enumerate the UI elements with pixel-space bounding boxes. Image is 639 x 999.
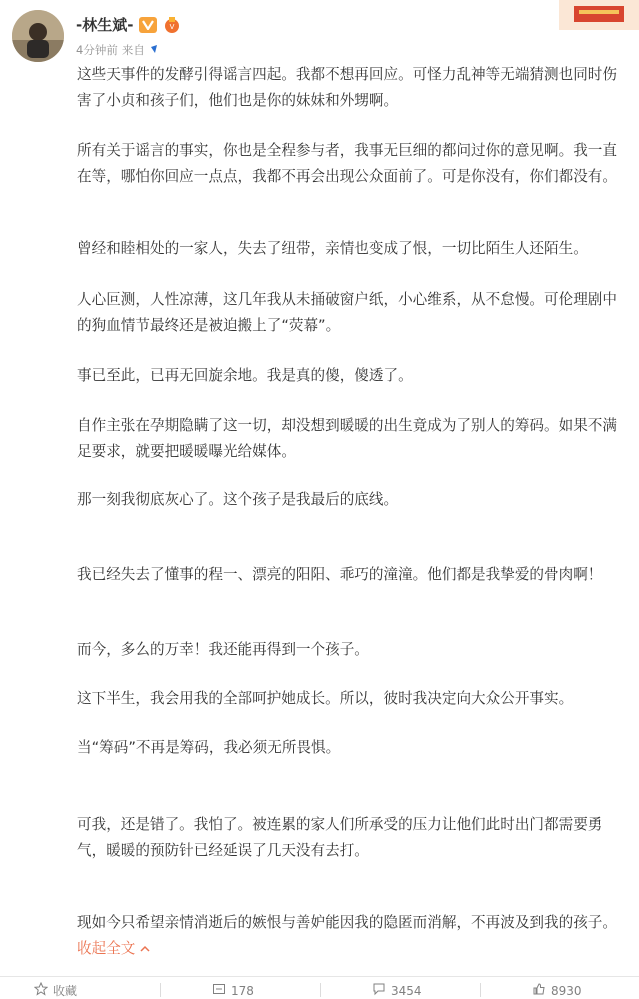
post-paragraph: 现如今只希望亲情消逝后的嫉恨与善妒能因我的隐匿而消解，不再波及到我的孩子。 <box>77 914 617 931</box>
verified-v-icon <box>139 17 157 33</box>
post-paragraph: 曾经和睦相处的一家人，失去了纽带，亲情也变成了恨，一切比陌生人还陌生。 <box>77 240 588 257</box>
divider <box>160 983 161 997</box>
post-source-prefix: 来自 <box>121 43 145 57</box>
favorite-label: 收藏 <box>53 984 78 998</box>
post-paragraph: 那一刻我彻底灰心了。这个孩子是我最后的底线。 <box>77 491 399 508</box>
post-paragraph: 所有关于谣言的事实，你也是全程参与者，我事无巨细的都问过你的意见啊。我一直在等，哪怕你回应一点点，我都不再会出现公众面前了。可是你没有，你们都没有。 <box>77 142 617 185</box>
post-header <box>0 0 639 66</box>
divider <box>320 983 321 997</box>
post-paragraph: 可我，还是错了。我怕了。被连累的家人们所承受的压力让他们此时出门都需要勇气，暖暖的预防针已经延误了几天没有去打。 <box>77 816 603 859</box>
post-paragraph: 这些天事件的发酵引得谣言四起。我都不想再回应。可怪力乱神等无端猜测也同时伤害了小贞和孩子们，他们也是你的妹妹和外甥啊。 <box>77 66 617 109</box>
chevron-up-icon[interactable] <box>140 940 150 957</box>
post-paragraph: 事已至此，已再无回旋余地。我是真的傻，傻透了。 <box>77 367 413 384</box>
post-paragraph: 自作主张在孕期隐瞒了这一切，却没想到暖暖的出生竟成为了别人的筹码。如果不满足要求，就要把暖暖曝光给媒体。 <box>77 417 617 460</box>
author-name[interactable]: -林生斌- <box>76 16 134 34</box>
comment-count: 3454 <box>391 983 422 998</box>
post-meta <box>76 42 159 58</box>
post-time[interactable]: 4分钟前 <box>76 43 118 57</box>
divider <box>480 983 481 997</box>
svg-text:V: V <box>170 22 175 31</box>
repost-count: 178 <box>231 983 254 998</box>
action-bar <box>0 976 639 998</box>
post-paragraph: 我已经失去了懂事的程一、漂亮的阳阳、乖巧的潼潼。他们都是我挚爱的骨肉啊！ <box>77 566 603 583</box>
medal-icon[interactable] <box>163 16 181 34</box>
post-paragraph: 而今，多么的万幸！我还能再得到一个孩子。 <box>77 641 369 658</box>
collapse-label[interactable]: 收起全文 <box>77 940 136 957</box>
header-decoration <box>519 0 639 30</box>
collapse-text-button[interactable] <box>77 940 150 957</box>
post-paragraph: 当“筹码”不再是筹码，我必须无所畏惧。 <box>77 739 341 756</box>
device-icon <box>149 43 159 58</box>
post-paragraph: 人心叵测，人性凉薄，这几年我从未捅破窗户纸，小心维系，从不怠慢。可伦理剧中的狗血情节最终还是被迫搬上了“荧幕”。 <box>77 291 617 334</box>
avatar[interactable] <box>12 10 64 62</box>
like-count: 8930 <box>551 983 582 998</box>
post-last-paragraph <box>77 910 623 962</box>
post-paragraph: 这下半生，我会用我的全部呵护她成长。所以，彼时我决定向大众公开事实。 <box>77 690 574 707</box>
